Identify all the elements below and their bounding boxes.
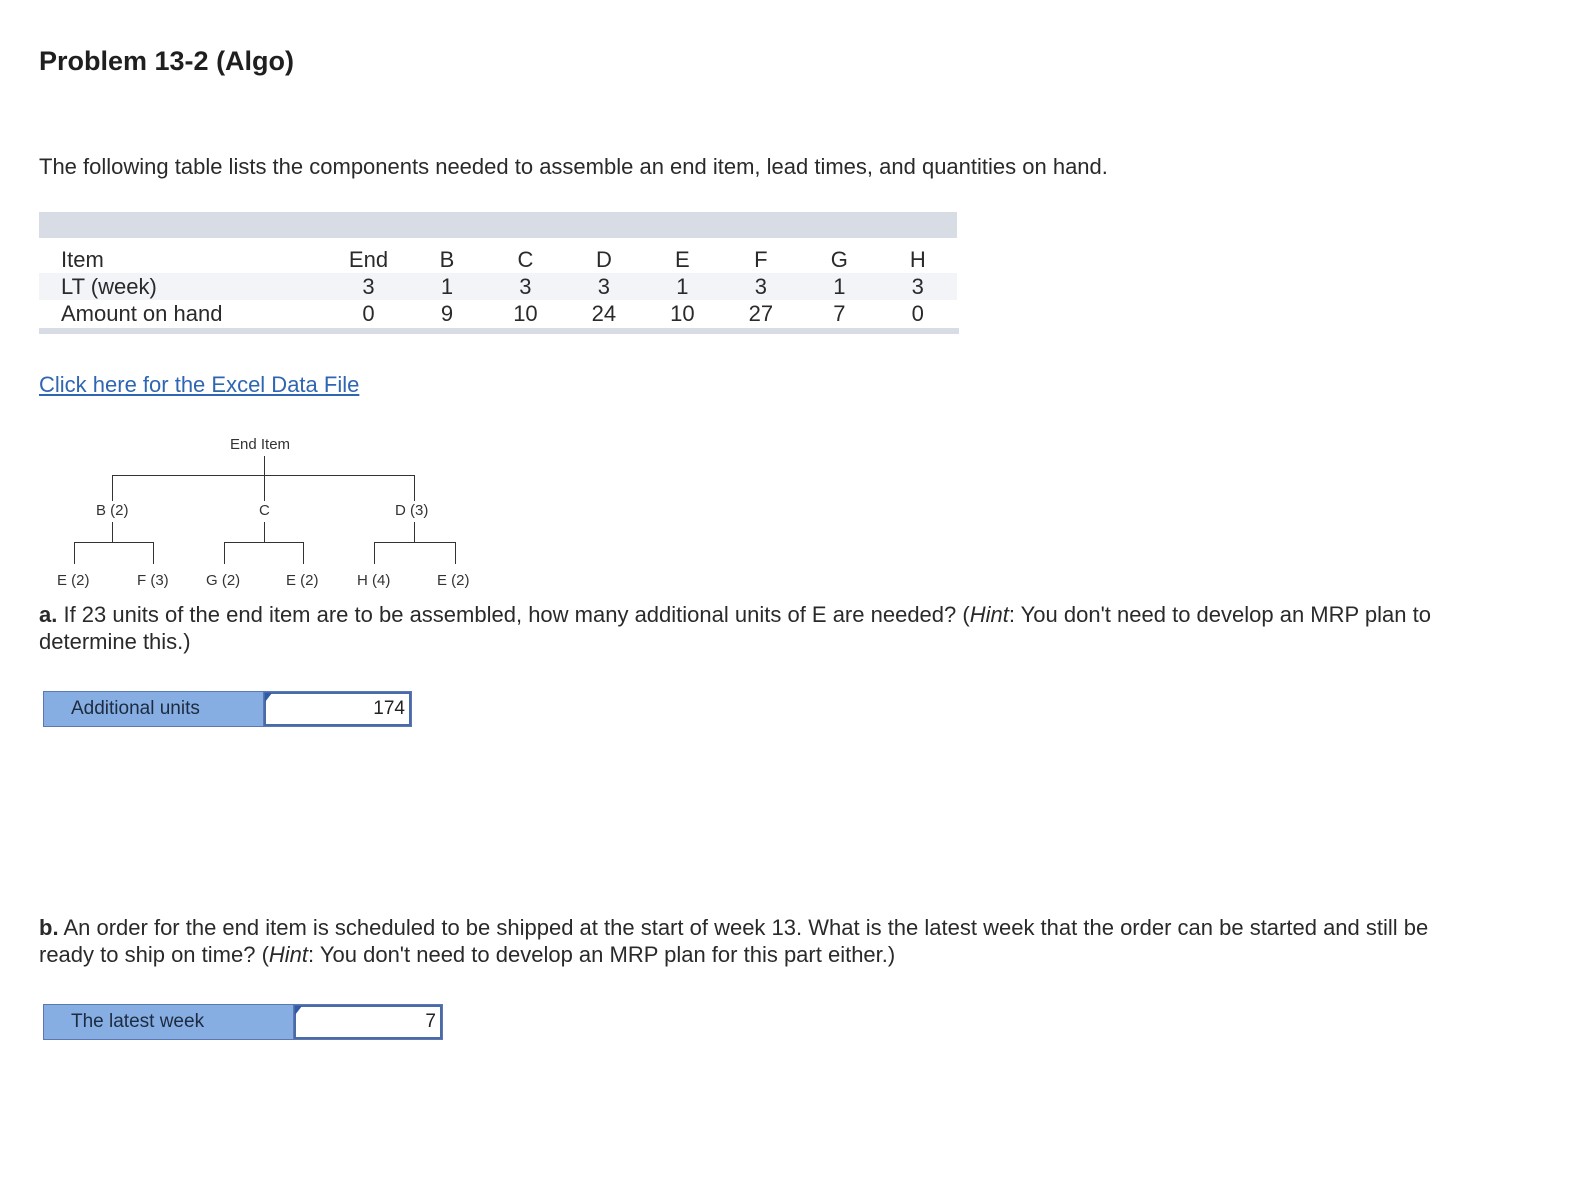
table-cell: B bbox=[439, 246, 455, 272]
product-structure-tree bbox=[40, 430, 500, 600]
tree-node-c-g: G (2) bbox=[206, 572, 241, 589]
data-table bbox=[39, 246, 957, 327]
question-b bbox=[39, 914, 1459, 968]
table-cell: G bbox=[830, 246, 848, 272]
tree-connector bbox=[264, 522, 265, 542]
table-row-item bbox=[39, 246, 957, 273]
tree-connector bbox=[264, 475, 265, 501]
flag-icon bbox=[295, 1006, 302, 1015]
additional-units-value: 174 bbox=[373, 698, 405, 719]
table-header-band bbox=[39, 212, 957, 238]
table-cell: 3 bbox=[486, 273, 564, 300]
latest-week-value: 7 bbox=[425, 1011, 436, 1032]
tree-node-b-f: F (3) bbox=[137, 572, 169, 589]
tree-connector bbox=[153, 542, 154, 564]
tree-connector bbox=[74, 542, 75, 564]
excel-data-file-link[interactable]: Click here for the Excel Data File bbox=[39, 372, 360, 397]
tree-node-d-e: E (2) bbox=[437, 572, 470, 589]
table-cell: 1 bbox=[408, 273, 486, 300]
table-cell: 10 bbox=[670, 300, 695, 326]
tree-connector bbox=[414, 475, 415, 501]
table-cell: 3 bbox=[329, 273, 408, 300]
tree-connector bbox=[74, 542, 153, 543]
page-title: Problem 13-2 (Algo) bbox=[39, 46, 295, 76]
table-cell: 24 bbox=[591, 300, 617, 326]
data-table-container bbox=[39, 212, 959, 336]
tree-connector bbox=[224, 542, 303, 543]
table-row-lead-time bbox=[39, 273, 957, 300]
question-b-text-end: : You don't need to develop an MRP plan for this part either.) bbox=[308, 942, 896, 967]
table-cell: F bbox=[754, 246, 768, 272]
answer-row-additional-units bbox=[43, 691, 412, 727]
tree-connector bbox=[414, 522, 415, 542]
tree-connector bbox=[303, 542, 304, 564]
table-cell: 1 bbox=[800, 273, 878, 300]
question-a-letter: a. bbox=[39, 602, 58, 627]
tree-node-end-item: End Item bbox=[230, 436, 291, 453]
tree-node-d: D (3) bbox=[395, 502, 429, 519]
table-cell: D bbox=[595, 246, 612, 272]
question-a-hint: Hint bbox=[969, 602, 1009, 627]
table-cell: 0 bbox=[362, 300, 375, 326]
table-cell: H bbox=[909, 246, 926, 272]
table-cell: 10 bbox=[513, 300, 538, 326]
answer-label: The latest week bbox=[44, 1005, 294, 1039]
tree-connector bbox=[112, 475, 113, 501]
tree-connector bbox=[264, 456, 265, 476]
table-cell: 0 bbox=[911, 300, 924, 326]
flag-icon bbox=[265, 693, 272, 702]
table-cell: 7 bbox=[833, 300, 846, 326]
tree-connector bbox=[374, 542, 375, 564]
tree-connector bbox=[112, 475, 414, 476]
table-cell: 9 bbox=[440, 300, 454, 326]
question-b-hint: Hint bbox=[268, 942, 309, 967]
tree-node-b: B (2) bbox=[96, 502, 129, 519]
tree-connector bbox=[455, 542, 456, 564]
row-label: Item bbox=[61, 246, 104, 272]
question-b-text: An order for the end item is scheduled to be shipped at the start of week 13. What is the latest week that the order can be started and still be ready to ship on time? ( bbox=[39, 915, 1429, 967]
question-a bbox=[39, 601, 1459, 655]
table-cell: 3 bbox=[565, 273, 643, 300]
question-b-letter: b. bbox=[39, 915, 59, 940]
tree-node-d-h: H (4) bbox=[357, 572, 391, 589]
tree-node-b-e: E (2) bbox=[57, 572, 90, 589]
table-cell: E bbox=[675, 246, 690, 272]
table-cell: 27 bbox=[748, 300, 774, 326]
additional-units-input[interactable] bbox=[264, 692, 411, 726]
table-cell: End bbox=[348, 246, 389, 272]
row-label: LT (week) bbox=[39, 273, 329, 300]
table-footer-band bbox=[39, 328, 959, 334]
table-cell: 3 bbox=[722, 273, 800, 300]
latest-week-input[interactable] bbox=[294, 1005, 442, 1039]
tree-connector bbox=[112, 522, 113, 542]
question-a-text: If 23 units of the end item are to be assembled, how many additional units of E are needed? ( bbox=[57, 602, 970, 627]
tree-node-c-e: E (2) bbox=[286, 572, 319, 589]
tree-connector bbox=[224, 542, 225, 564]
tree-node-c: C bbox=[259, 502, 270, 519]
answer-label: Additional units bbox=[44, 692, 264, 726]
tree-connector bbox=[374, 542, 455, 543]
intro-text: The following table lists the components needed to assemble an end item, lead times, and quantities on hand. bbox=[39, 154, 1108, 179]
row-label: Amount on hand bbox=[61, 300, 223, 326]
table-row-amount-on-hand bbox=[39, 300, 957, 327]
table-cell: C bbox=[517, 246, 534, 272]
answer-row-latest-week bbox=[43, 1004, 443, 1040]
table-cell: 1 bbox=[643, 273, 721, 300]
question-a-text-end: : You don't need to develop an MRP plan to determine this.) bbox=[39, 602, 1431, 654]
table-cell: 3 bbox=[879, 273, 957, 300]
